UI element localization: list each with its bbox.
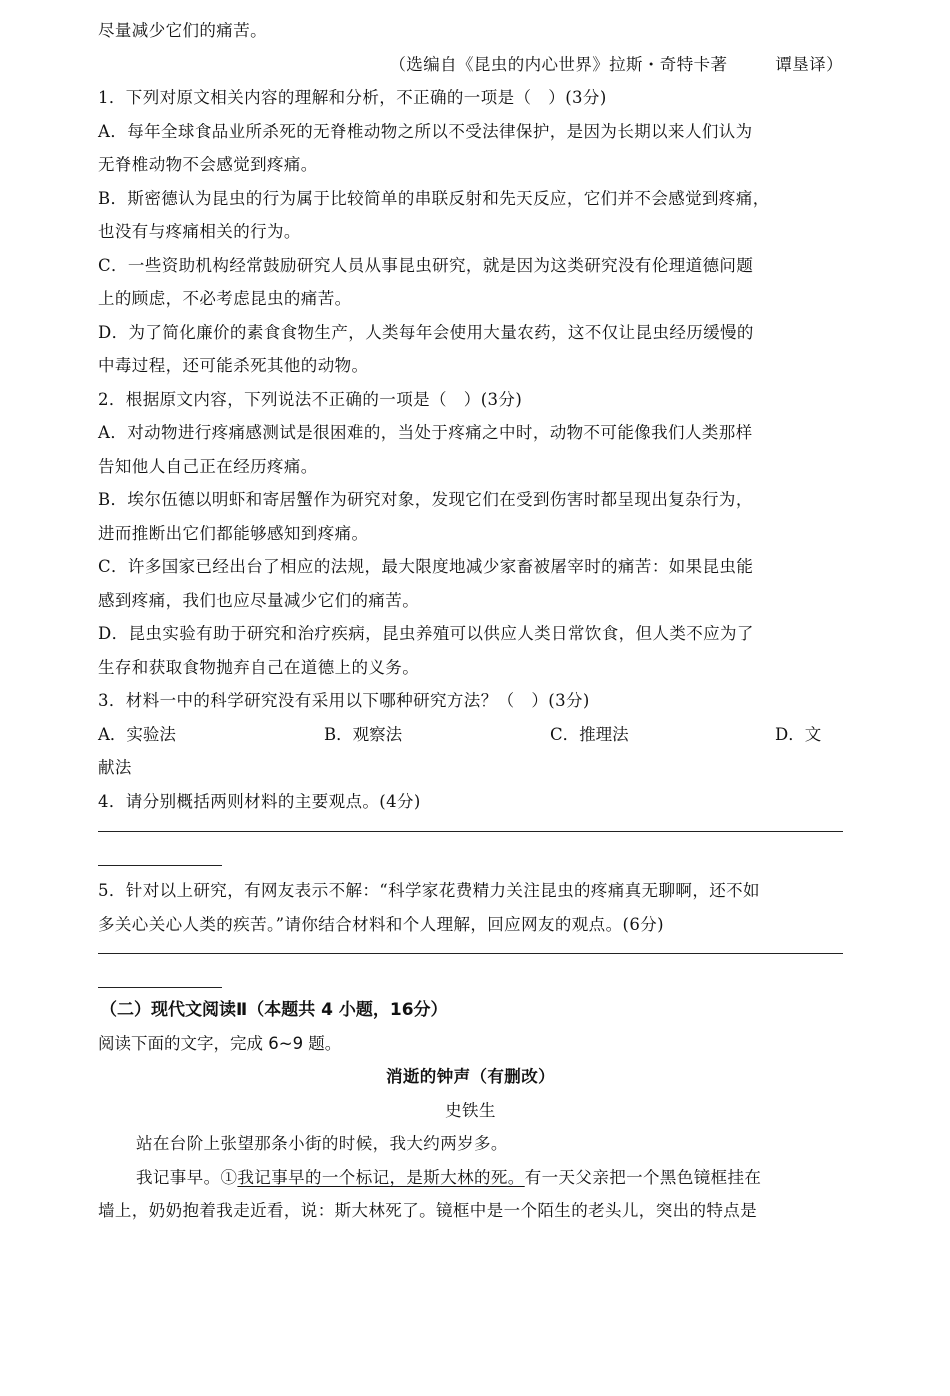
q1-option-a-line2: 无脊椎动物不会感觉到疼痛。 bbox=[98, 155, 318, 174]
q2-option-c-line2: 感到疼痛，我们也应尽量减少它们的痛苦。 bbox=[98, 590, 420, 610]
article-paragraph-2-continued: 墙上，奶奶抱着我走近看，说：斯大林死了。镜框中是一个陌生的老头儿，突出的特点是 bbox=[98, 1201, 758, 1220]
q3-option-b: B．观察法 bbox=[324, 724, 403, 744]
q1-option-c-line1: C．一些资助机构经常鼓励研究人员从事昆虫研究，就是因为这类研究没有伦理道德问题 bbox=[98, 255, 754, 275]
q5-stem-line2: 多关心关心人类的疾苦。”请你结合材料和个人理解，回应网友的观点。(6分) bbox=[98, 914, 664, 934]
q1-option-c-line2: 上的顾虑，不必考虑昆虫的痛苦。 bbox=[98, 289, 352, 308]
q1-stem: 1．下列对原文相关内容的理解和分析，不正确的一项是（ ）(3分) bbox=[98, 88, 607, 107]
q2-option-a-line2: 告知他人自己正在经历疼痛。 bbox=[98, 456, 318, 476]
sentence-marker-1: ① bbox=[220, 1167, 238, 1187]
q3-stem: 3．材料一中的科学研究没有采用以下哪种研究方法？（ ）(3分) bbox=[98, 691, 590, 710]
paragraph-2-rest: 有一天父亲把一个黑色镜框挂在 bbox=[524, 1167, 762, 1187]
q3-option-d-wrap: 献法 bbox=[98, 758, 132, 777]
q1-option-d-line2: 中毒过程，还可能杀死其他的动物。 bbox=[98, 356, 369, 375]
q3-option-a: A．实验法 bbox=[98, 724, 176, 744]
source-text: （选编自《昆虫的内心世界》拉斯・奇特卡著 bbox=[389, 54, 728, 74]
q2-option-c-line1: C．许多国家已经出台了相应的法规，最大限度地减少家畜被屠宰时的痛苦：如果昆虫能 bbox=[98, 557, 754, 576]
q1-option-d-line1: D．为了简化廉价的素食食物生产，人类每年会使用大量农药，这不仅让昆虫经历缓慢的 bbox=[98, 322, 754, 342]
q3-option-d: D．文 bbox=[775, 724, 822, 744]
source-citation bbox=[98, 48, 843, 82]
article-title: 消逝的钟声（有删改） bbox=[386, 1067, 555, 1086]
q2-option-b-line1: B．埃尔伍德以明虾和寄居蟹作为研究对象，发现它们在受到伤害时都呈现出复杂行为， bbox=[98, 490, 753, 509]
section-instruction: 阅读下面的文字，完成 6~9 题。 bbox=[98, 1034, 342, 1053]
article-paragraph-1: 站在台阶上张望那条小街的时候，我大约两岁多。 bbox=[136, 1134, 508, 1153]
underlined-sentence-1: 我记事早的一个标记，是斯大林的死。 bbox=[237, 1167, 525, 1187]
q2-option-b-line2: 进而推断出它们都能够感知到疼痛。 bbox=[98, 523, 369, 543]
q2-option-d-line1: D．昆虫实验有助于研究和治疗疾病，昆虫养殖可以供应人类日常饮食，但人类不应为了 bbox=[98, 624, 754, 643]
q4-stem: 4．请分别概括两则材料的主要观点。(4分) bbox=[98, 791, 421, 811]
passage-end: 尽量减少它们的痛苦。 bbox=[98, 21, 267, 40]
exam-page bbox=[98, 14, 843, 1228]
q2-option-d-line2: 生存和获取食物抛弃自己在道德上的义务。 bbox=[98, 657, 420, 677]
q2-option-a-line1: A．对动物进行疼痛感测试是很困难的，当处于疼痛之中时，动物不可能像我们人类那样 bbox=[98, 423, 753, 442]
q3-options bbox=[98, 718, 843, 752]
q3-option-c: C．推理法 bbox=[550, 724, 629, 744]
source-translator: 谭垦译） bbox=[775, 54, 843, 74]
section-title: （二）现代文阅读Ⅱ（本题共 4 小题，16分） bbox=[100, 1000, 448, 1020]
q1-option-b-line2: 也没有与疼痛相关的行为。 bbox=[98, 222, 301, 241]
article-paragraph-2 bbox=[98, 1161, 843, 1195]
paragraph-2-start: 我记事早。 bbox=[136, 1167, 221, 1187]
q1-option-b-line1: B．斯密德认为昆虫的行为属于比较简单的串联反射和先天反应，它们并不会感觉到疼痛， bbox=[98, 188, 770, 208]
q5-stem-line1: 5．针对以上研究，有网友表示不解：“科学家花费精力关注昆虫的疼痛真无聊啊，还不如 bbox=[98, 881, 760, 900]
q1-option-a-line1: A．每年全球食品业所杀死的无脊椎动物之所以不受法律保护，是因为长期以来人们认为 bbox=[98, 121, 753, 141]
q2-stem: 2．根据原文内容，下列说法不正确的一项是（ ）(3分) bbox=[98, 389, 523, 409]
article-author: 史铁生 bbox=[445, 1100, 496, 1120]
